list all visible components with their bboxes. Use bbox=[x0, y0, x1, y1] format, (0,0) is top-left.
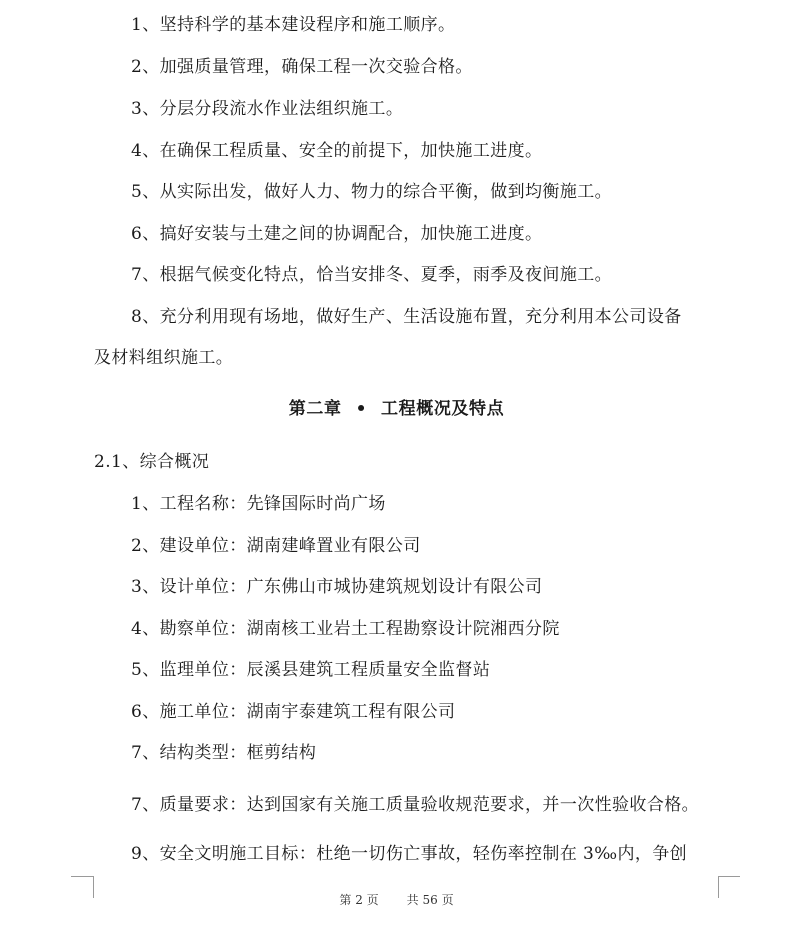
intro-item-3: 3、分层分段流水作业法组织施工。 bbox=[131, 99, 404, 119]
page-total: 共 56 页 bbox=[406, 893, 454, 907]
overview-item-4: 4、勘察单位：湖南核工业岩土工程勘察设计院湘西分院 bbox=[131, 619, 560, 639]
page-number: 第 2 页 bbox=[339, 893, 379, 907]
chapter-label: 第二章 bbox=[288, 399, 342, 419]
intro-item-4: 4、在确保工程质量、安全的前提下，加快施工进度。 bbox=[131, 141, 543, 161]
section-title: 2.1、综合概况 bbox=[94, 452, 210, 472]
chapter-bullet: • bbox=[355, 399, 368, 419]
intro-item-8: 8、充分利用现有场地，做好生产、生活设施布置，充分利用本公司设备 bbox=[131, 307, 682, 327]
page-footer bbox=[0, 892, 793, 908]
chapter-title: 工程概况及特点 bbox=[381, 399, 505, 419]
overview-item-5: 5、监理单位：辰溪县建筑工程质量安全监督站 bbox=[131, 660, 491, 680]
overview-item-8: 7、质量要求：达到国家有关施工质量验收规范要求，并一次性验收合格。 bbox=[131, 795, 700, 815]
intro-item-8-continued: 及材料组织施工。 bbox=[94, 348, 234, 368]
intro-item-1: 1、坚持科学的基本建设程序和施工顺序。 bbox=[131, 15, 456, 35]
overview-item-9: 9、安全文明施工目标：杜绝一切伤亡事故，轻伤率控制在 3‰内，争创 bbox=[131, 844, 688, 864]
page-corner-mark-left-line bbox=[71, 876, 93, 877]
intro-item-2: 2、加强质量管理，确保工程一次交验合格。 bbox=[131, 57, 473, 77]
overview-item-2: 2、建设单位：湖南建峰置业有限公司 bbox=[131, 536, 421, 556]
overview-item-7: 7、结构类型：框剪结构 bbox=[131, 743, 317, 763]
intro-item-6: 6、搞好安装与土建之间的协调配合，加快施工进度。 bbox=[131, 224, 543, 244]
intro-item-5: 5、从实际出发，做好人力、物力的综合平衡，做到均衡施工。 bbox=[131, 182, 613, 202]
overview-item-6: 6、施工单位：湖南宇泰建筑工程有限公司 bbox=[131, 702, 456, 722]
intro-item-7: 7、根据气候变化特点，恰当安排冬、夏季，雨季及夜间施工。 bbox=[131, 265, 613, 285]
overview-item-3: 3、设计单位：广东佛山市城协建筑规划设计有限公司 bbox=[131, 577, 543, 597]
chapter-heading bbox=[0, 398, 793, 420]
page-corner-mark-right-line bbox=[718, 876, 740, 877]
overview-item-1: 1、工程名称：先锋国际时尚广场 bbox=[131, 494, 386, 514]
